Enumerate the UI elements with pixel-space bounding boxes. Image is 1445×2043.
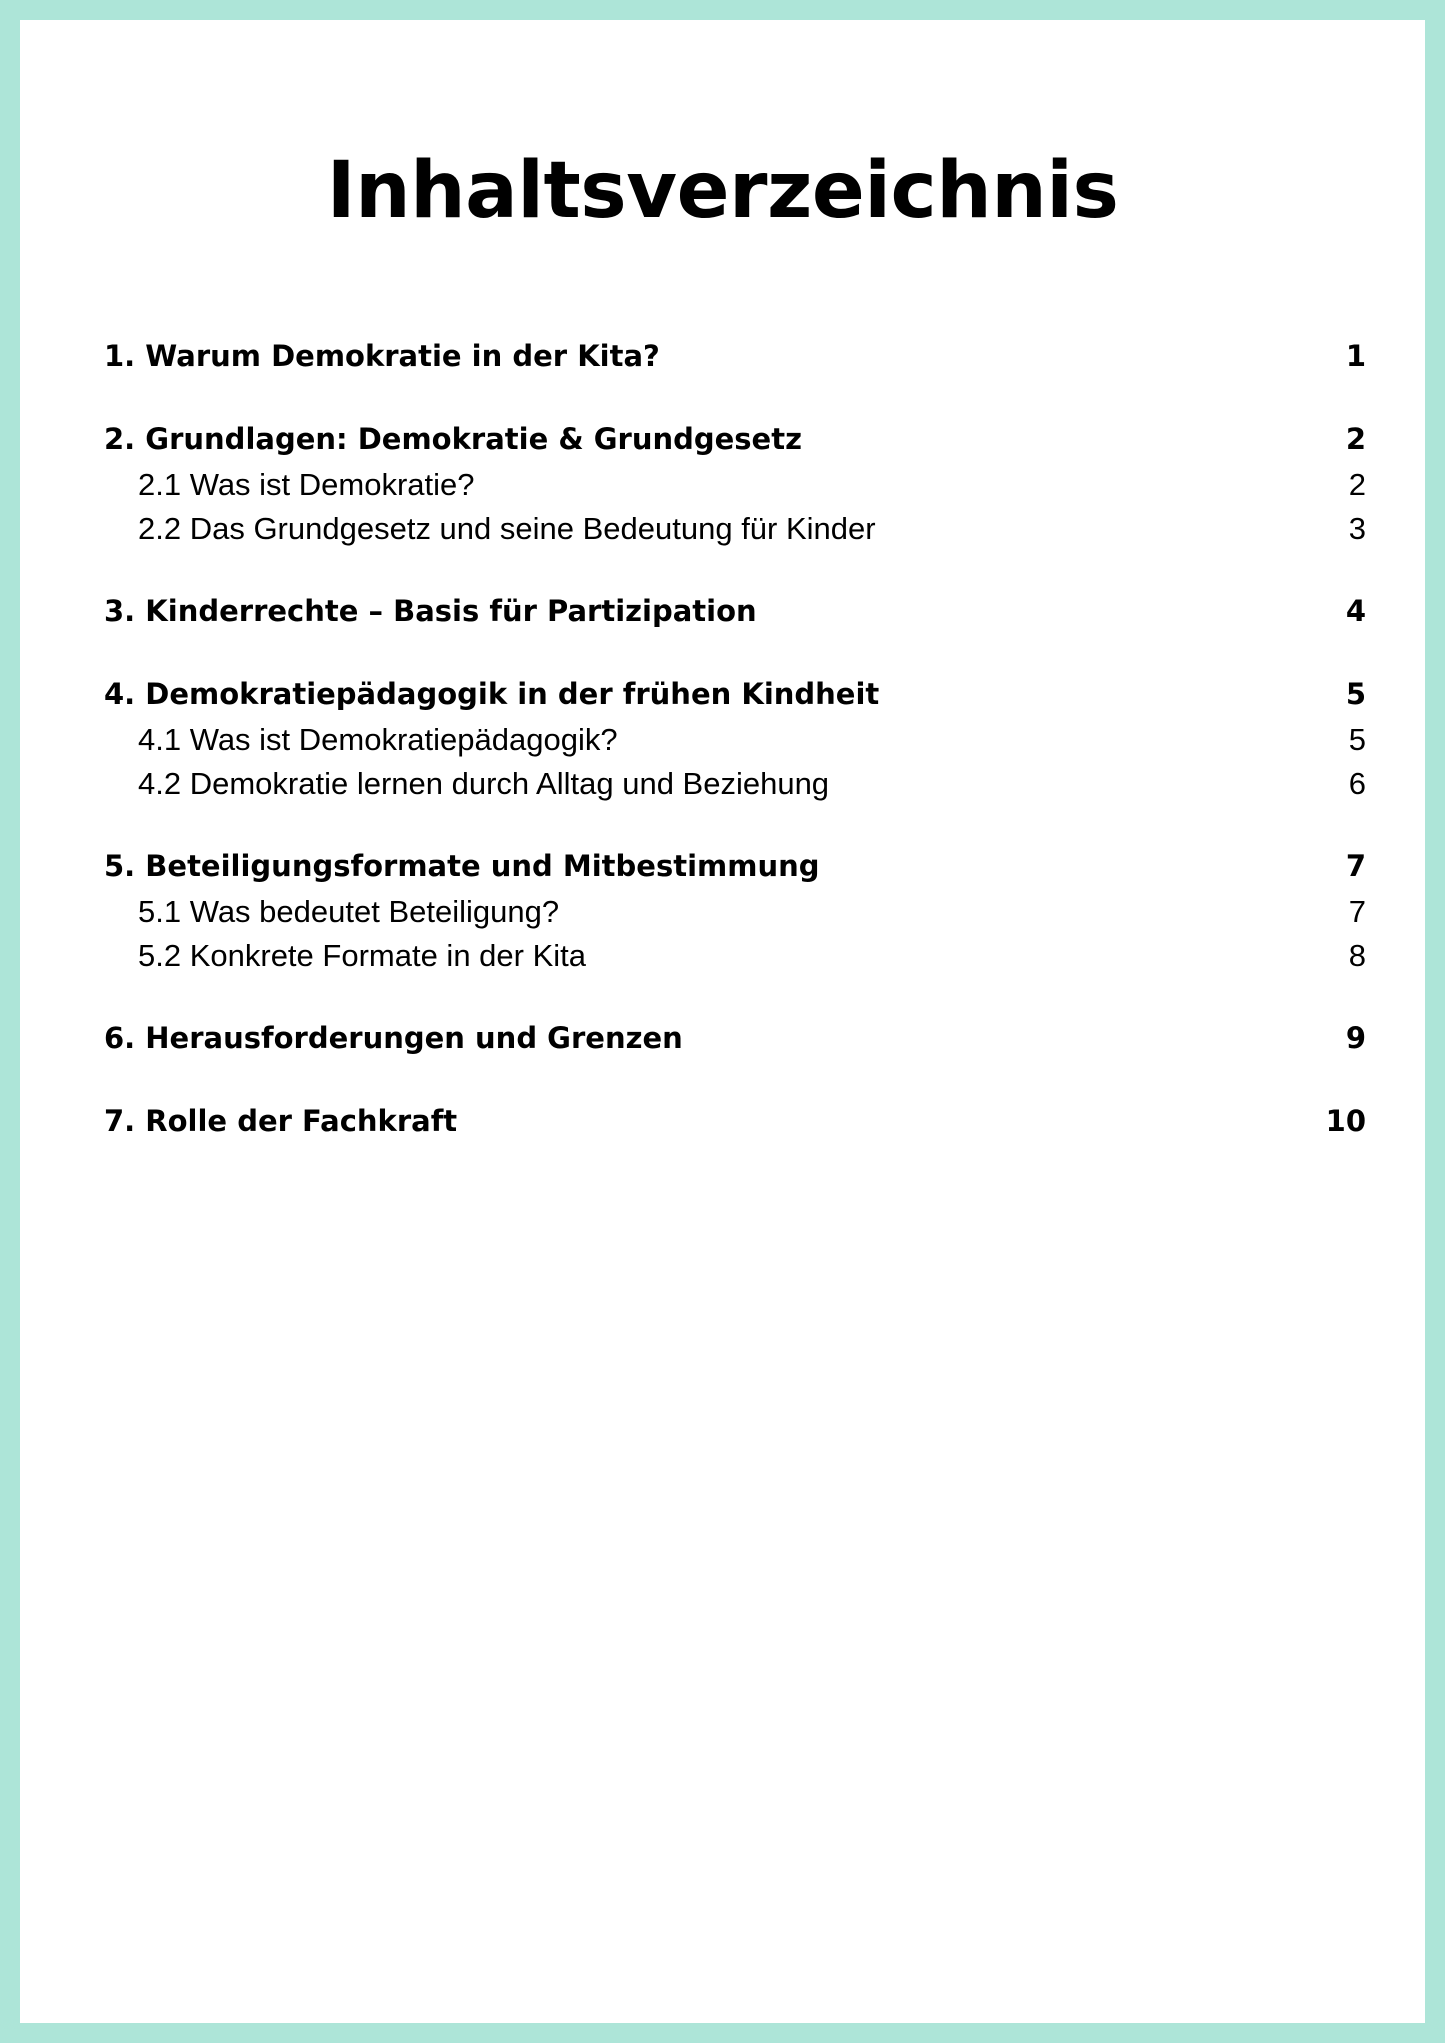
toc-entry-page: 5 <box>1345 677 1366 711</box>
toc-entry-label: 2.2 Das Grundgesetz und seine Bedeutung für Kinder <box>138 511 876 546</box>
toc-entry-page: 5 <box>1348 722 1366 757</box>
page-title: Inhaltsverzeichnis <box>326 146 1119 236</box>
toc-entry-3[interactable] <box>104 588 1366 634</box>
toc-entry-page: 7 <box>1345 849 1366 883</box>
toc-entry-page: 7 <box>1348 894 1366 929</box>
toc-entry-2[interactable] <box>104 416 1366 462</box>
toc-entry-4-2[interactable] <box>104 761 1366 807</box>
toc-entry-page: 2 <box>1348 467 1366 502</box>
toc-entry-label: 5.1 Was bedeutet Beteiligung? <box>138 894 560 929</box>
toc-entry-label: 5.2 Konkrete Formate in der Kita <box>138 938 587 973</box>
toc-entry-page: 8 <box>1348 938 1366 973</box>
toc-entry-label: 1. Warum Demokratie in der Kita? <box>104 339 660 373</box>
toc-entry-page: 10 <box>1325 1104 1366 1138</box>
toc-entry-page: 4 <box>1345 594 1366 628</box>
toc-entry-4-1[interactable] <box>104 717 1366 763</box>
toc-entry-page: 6 <box>1348 766 1366 801</box>
toc-entry-2-2[interactable] <box>104 506 1366 552</box>
document-page <box>20 20 1425 2023</box>
toc-entry-label: 6. Herausforderungen und Grenzen <box>104 1021 683 1055</box>
toc-entry-2-1[interactable] <box>104 462 1366 508</box>
toc-entry-label: 4.2 Demokratie lernen durch Alltag und Beziehung <box>138 766 830 801</box>
toc-entry-page: 9 <box>1345 1021 1366 1055</box>
toc-entry-page: 1 <box>1345 339 1366 373</box>
toc-entry-label: 4. Demokratiepädagogik in der frühen Kindheit <box>104 677 880 711</box>
toc-entry-page: 2 <box>1345 422 1366 456</box>
toc-entry-label: 2. Grundlagen: Demokratie & Grundgesetz <box>104 422 802 456</box>
toc-entry-page: 3 <box>1348 511 1366 546</box>
toc-entry-label: 2.1 Was ist Demokratie? <box>138 467 475 502</box>
toc-entry-label: 5. Beteiligungsformate und Mitbestimmung <box>104 849 820 883</box>
toc-entry-6[interactable] <box>104 1015 1366 1061</box>
toc-entry-label: 4.1 Was ist Demokratiepädagogik? <box>138 722 618 757</box>
toc-entry-5[interactable] <box>104 843 1366 889</box>
toc-entry-1[interactable] <box>104 333 1366 379</box>
toc-entry-4[interactable] <box>104 671 1366 717</box>
toc-entry-5-2[interactable] <box>104 933 1366 979</box>
toc-entry-label: 7. Rolle der Fachkraft <box>104 1104 458 1138</box>
toc-entry-7[interactable] <box>104 1098 1366 1144</box>
table-of-contents <box>104 20 1366 2023</box>
toc-entry-label: 3. Kinderrechte – Basis für Partizipation <box>104 594 757 628</box>
toc-entry-5-1[interactable] <box>104 889 1366 935</box>
